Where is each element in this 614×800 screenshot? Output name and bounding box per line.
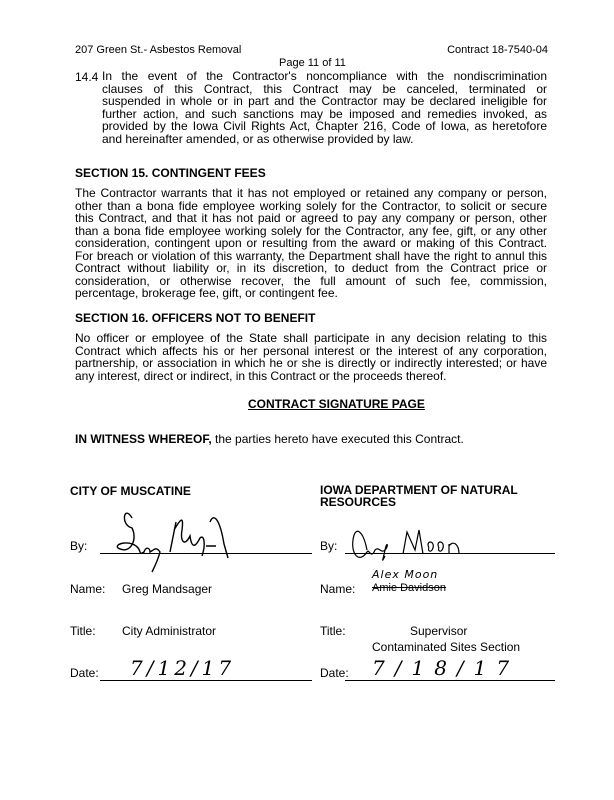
right-date-line [345, 680, 555, 681]
header-contract-number: Contract 18-7540-04 [447, 44, 548, 56]
text-line: In the event of the Contractor's noncompliance with the nondiscrimination [102, 69, 547, 83]
right-title-line1: Supervisor [410, 624, 468, 638]
text-line: this Contract, and that it has not paid or agreed to pay any company or person, other [75, 211, 547, 225]
text-line: Contract which affects his or her personal interest or the interest of any corporation, [75, 343, 547, 358]
text-line: provided by the Iowa Civil Rights Act, Chapter 216, Code of Iowa, as heretofore [102, 119, 547, 133]
left-by-label: By: [70, 539, 88, 553]
right-name-label: Name: [320, 582, 356, 596]
left-date-line [100, 680, 312, 681]
text-line: percentage, brokerage fee, gift, or contingent fee. [75, 286, 338, 300]
page-number: Page 11 of 11 [279, 57, 346, 69]
right-party-org-line1: IOWA DEPARTMENT OF NATURAL [320, 483, 518, 497]
left-title-value: City Administrator [122, 624, 217, 638]
right-title-line2: Contaminated Sites Section [372, 640, 521, 654]
text-line: For breach or violation of this warranty, the Department shall have the right to annul this [75, 248, 547, 263]
right-name-handwritten: Alex Moon [372, 568, 439, 581]
witness-bold: IN WITNESS WHEREOF, [75, 432, 212, 446]
signature-page-title: CONTRACT SIGNATURE PAGE [248, 397, 425, 411]
right-name-struck: Amie Davidson [372, 582, 446, 594]
text-line: and hereinafter amended, or as otherwise provided by law. [102, 131, 414, 146]
text-line: suspended in whole or in part and the Contractor may be declared ineligible for [102, 94, 547, 108]
right-date-label: Date: [320, 666, 349, 680]
right-party-org-line2: RESOURCES [320, 495, 397, 509]
header-project: 207 Green St.- Asbestos Removal [75, 44, 242, 56]
right-signature-image [345, 520, 485, 565]
right-title-label: Title: [320, 624, 346, 638]
left-name-value: Greg Mandsager [122, 582, 213, 596]
clause-number: 14.4 [75, 70, 99, 84]
left-party-org: CITY OF MUSCATINE [70, 484, 191, 498]
witness-rest: the parties hereto have executed this Contract. [211, 432, 464, 446]
witness-statement [75, 432, 464, 446]
text-line: than a bona fide employee working solely for the Contractor, any fee, gift, or any other [75, 223, 547, 238]
text-line: partnership, or association in which he or she is directly or indirectly interested; or have [75, 356, 547, 370]
right-by-label: By: [320, 539, 338, 553]
text-line: further action, and such sanctions may be imposed and remedies invoked, as [102, 106, 547, 121]
left-date-value: 7/12/17 [130, 656, 236, 680]
text-line: other than a bona fide employee working solely for the Contractor, to solicit or secure [75, 198, 547, 213]
text-line: any interest, direct or indirect, in this Contract or the proceeds thereof. [75, 368, 447, 383]
right-party-org [320, 484, 518, 508]
section-15-heading: SECTION 15. CONTINGENT FEES [75, 166, 266, 180]
text-line: No officer or employee of the State shall participate in any decision relating to this [75, 331, 547, 345]
text-line: consideration, or otherwise recover, the full amount of such fee, commission, [75, 273, 547, 288]
text-line: Contract without liability or, in its discretion, to deduct from the Contract price or [75, 261, 547, 275]
left-signature-image [110, 500, 240, 575]
text-line: The Contractor warrants that it has not employed or retained any company or person, [75, 186, 547, 200]
left-date-label: Date: [70, 666, 99, 680]
text-line: consideration, contingent upon or resulting from the award or making of this Contract. [75, 236, 547, 250]
section-16-heading: SECTION 16. OFFICERS NOT TO BENEFIT [75, 311, 316, 325]
left-title-label: Title: [70, 624, 96, 638]
left-name-label: Name: [70, 582, 106, 596]
text-line: clauses of this Contract, this Contract may be canceled, terminated or [102, 81, 547, 96]
right-date-value: 7/18/17 [372, 656, 520, 680]
